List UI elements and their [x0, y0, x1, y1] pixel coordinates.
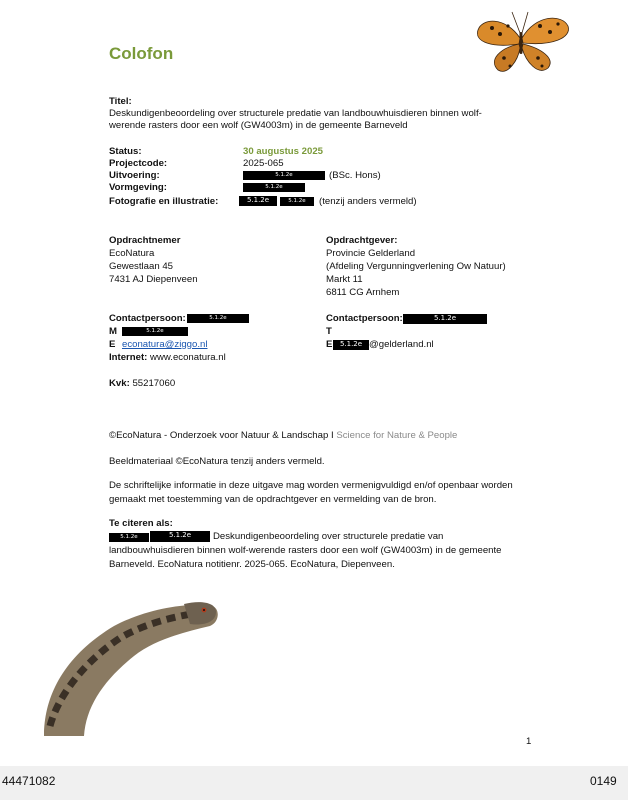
redaction-box: 5.1.2e: [280, 197, 314, 206]
opdrachtnemer-label: Opdrachtnemer: [109, 235, 181, 246]
titel-line2: werende rasters door een wolf (GW4003m) in de gemeente Barneveld: [109, 120, 408, 131]
website-link[interactable]: www.econatura.nl: [150, 352, 226, 363]
email-left-label: E: [109, 339, 116, 350]
email-right-suffix: @gelderland.nl: [369, 339, 434, 350]
uitvoering-suffix: (BSc. Hons): [329, 170, 381, 181]
copyright-main: ©EcoNatura - Onderzoek voor Natuur & Landschap I: [109, 430, 334, 441]
opdrachtgever-label: Opdrachtgever:: [326, 235, 398, 246]
fotografie-suffix: (tenzij anders vermeld): [319, 196, 417, 207]
redaction-box: 5.1.2e: [239, 196, 277, 206]
fotografie-label: Fotografie en illustratie:: [109, 196, 219, 207]
status-value: 30 augustus 2025: [243, 146, 323, 157]
redaction-box: 5.1.2e: [243, 171, 325, 180]
citeren-line1: Deskundigenbeoordeling over structurele predatie van: [213, 531, 444, 542]
schriftelijk-paragraph: De schriftelijke informatie in deze uitgave mag worden vermenigvuldigd en/of openbaar worden gemaakt met toestemming van de opdrachtgever en vermelding van de bron.: [109, 480, 513, 505]
copyright-line: [109, 430, 457, 442]
titel-label: Titel:: [109, 96, 132, 107]
vormgeving-label: Vormgeving:: [109, 182, 167, 193]
redaction-box: 5.1.2e: [109, 533, 149, 542]
redaction-box: 5.1.2e: [403, 314, 487, 324]
telephone-label: T: [326, 326, 332, 337]
kvk-value: 55217060: [132, 378, 176, 389]
contactpersoon-left-label: Contactpersoon:: [109, 313, 186, 324]
opdrachtnemer-line: Gewestlaan 45: [109, 261, 173, 272]
opdrachtgever-line: (Afdeling Vergunningverlening Ow Natuur): [326, 261, 506, 272]
email-link[interactable]: econatura@ziggo.nl: [122, 339, 208, 350]
page-number: 1: [526, 736, 532, 747]
opdrachtgever-line: Markt 11: [326, 274, 363, 285]
redaction-box: 5.1.2e: [333, 340, 369, 350]
kvk-row: [109, 378, 175, 390]
opdrachtgever-line: 6811 CG Arnhem: [326, 287, 400, 298]
beeldmateriaal-text: Beeldmateriaal ©EcoNatura tenzij anders vermeld.: [109, 456, 325, 467]
butterfly-illustration: [470, 8, 574, 76]
internet-label: Internet:: [109, 352, 148, 363]
projectcode-label: Projectcode:: [109, 158, 168, 169]
footer-id-left: 44471082: [2, 774, 56, 788]
redaction-box: 5.1.2e: [150, 531, 210, 542]
mobile-label: M: [109, 326, 117, 337]
internet-row: [109, 352, 226, 364]
redaction-box: 5.1.2e: [122, 327, 188, 336]
adder-illustration: [44, 596, 224, 736]
uitvoering-label: Uitvoering:: [109, 170, 160, 181]
opdrachtgever-line: Provincie Gelderland: [326, 248, 416, 259]
status-label: Status:: [109, 146, 142, 157]
page-title: Colofon: [109, 44, 174, 63]
footer-id-right: 0149: [590, 774, 617, 788]
opdrachtnemer-line: EcoNatura: [109, 248, 155, 259]
email-right-label: E: [326, 339, 333, 350]
citeren-rest: landbouwhuisdieren binnen wolf-werende rasters door een wolf (GW4003m) in de gemeente Barneveld. EcoNatura notitienr. 2025-065. EcoNatura, Diepenveen.: [109, 545, 502, 570]
redaction-box: 5.1.2e: [187, 314, 249, 323]
copyright-tagline: Science for Nature & People: [336, 430, 458, 441]
contactpersoon-right-label: Contactpersoon:: [326, 313, 403, 324]
citeren-label: Te citeren als:: [109, 518, 173, 529]
redaction-box: 5.1.2e: [243, 183, 305, 192]
titel-line1: Deskundigenbeoordeling over structurele predatie van landbouwhuisdieren binnen wolf-: [109, 108, 482, 119]
projectcode-value: 2025-065: [243, 158, 284, 169]
opdrachtnemer-line: 7431 AJ Diepenveen: [109, 274, 198, 285]
kvk-label: Kvk:: [109, 378, 130, 389]
